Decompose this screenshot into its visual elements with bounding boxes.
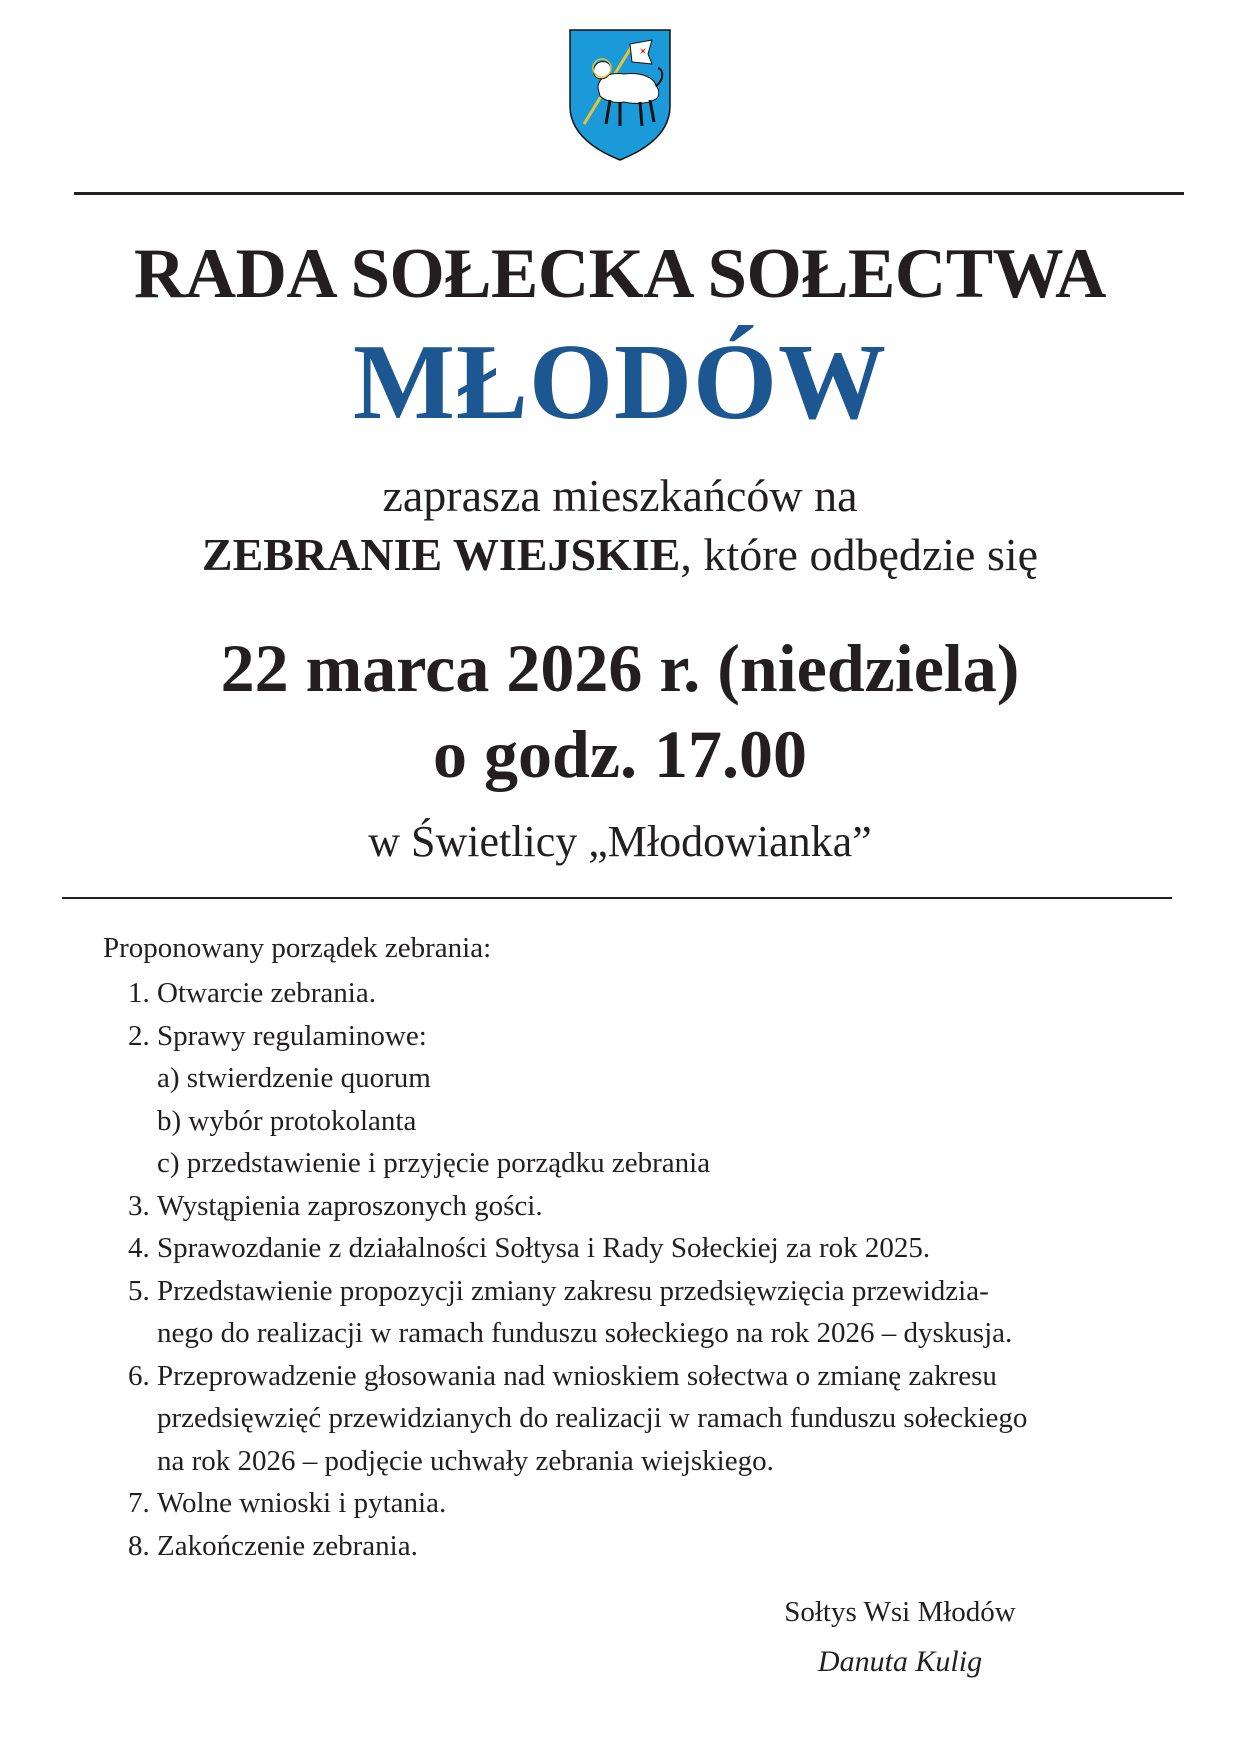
invitation-line1: zaprasza mieszkańców na <box>382 470 858 521</box>
signature-name: Danuta Kulig <box>817 1645 983 1678</box>
signature-role: Sołtys Wsi Młodów <box>784 1596 1016 1628</box>
agenda-item-continuation <box>128 1397 1138 1440</box>
agenda-item <box>128 1185 1138 1228</box>
agenda-subitem <box>128 1142 1138 1185</box>
heading-village: MŁODÓW <box>353 323 887 442</box>
agenda-subitem <box>128 1100 1138 1143</box>
agenda-item-number: 8. <box>128 1529 150 1562</box>
agenda-item-text: Otwarcie zebrania. <box>157 977 376 1009</box>
heading-council: RADA SOŁECKA SOŁECTWA <box>134 235 1106 313</box>
meeting-type: ZEBRANIE WIEJSKIE <box>201 529 681 580</box>
meeting-time: o godz. 17.00 <box>433 716 807 792</box>
agenda-item-continuation <box>128 1440 1138 1483</box>
agenda-item-number: 7. <box>128 1487 150 1519</box>
agenda-item-continuation-text: nego do realizacji w ramach funduszu sołeckiego na rok 2026 – dyskusja. <box>157 1317 1013 1349</box>
agenda-item-text: Sprawozdanie z działalności Sołtysa i Rady Sołeckiej za rok 2025. <box>157 1232 931 1264</box>
agenda-item-text: Sprawy regulaminowe: <box>157 1019 427 1052</box>
agenda-item <box>128 1227 1138 1270</box>
agenda-list <box>128 972 1138 1567</box>
agenda-item-number: 4. <box>128 1232 150 1264</box>
agenda-item <box>128 1525 1138 1568</box>
agenda-title: Proponowany porządek zebrania: <box>103 932 492 964</box>
agenda-item-text: Przeprowadzenie głosowania nad wnioskiem sołectwa o zmianę zakresu <box>157 1359 997 1392</box>
agenda-item-number: 5. <box>128 1274 150 1307</box>
agenda-subitem-text: a) stwierdzenie quorum <box>157 1062 431 1094</box>
agenda-item-text: Zakończenie zebrania. <box>157 1529 418 1562</box>
meeting-place: w Świetlicy „Młodowianka” <box>368 817 872 866</box>
invitation-line2-rest: , które odbędzie się <box>680 529 1039 580</box>
agenda-subitem <box>128 1057 1138 1100</box>
agenda-item <box>128 1482 1138 1525</box>
agenda-item <box>128 972 1138 1015</box>
meeting-date: 22 marca 2026 r. (niedziela) <box>220 630 1020 706</box>
agenda-item-number: 1. <box>128 977 150 1009</box>
invitation-line2 <box>0 527 1240 583</box>
agenda-item-continuation-text: na rok 2026 – podjęcie uchwały zebrania wiejskiego. <box>157 1444 774 1477</box>
agenda-item <box>128 1355 1138 1398</box>
agenda-item <box>128 1270 1138 1313</box>
agenda-item-continuation <box>128 1312 1138 1355</box>
agenda-item-continuation-text: przedsięwzięć przewidzianych do realizacji w ramach funduszu sołeckiego <box>157 1402 1028 1434</box>
agenda-item-text: Wolne wnioski i pytania. <box>157 1487 447 1519</box>
agenda-item-number: 3. <box>128 1189 150 1222</box>
agenda-subitem-text: b) wybór protokolanta <box>157 1104 417 1137</box>
agenda-item-number: 2. <box>128 1019 150 1052</box>
coat-of-arms-icon <box>568 28 672 162</box>
agenda-item-text: Wystąpienia zaproszonych gości. <box>157 1189 543 1222</box>
agenda-item <box>128 1015 1138 1058</box>
agenda-subitem-text: c) przedstawienie i przyjęcie porządku zebrania <box>157 1147 711 1179</box>
agenda-item-text: Przedstawienie propozycji zmiany zakresu przedsięwzięcia przewidzia- <box>157 1274 989 1307</box>
top-divider <box>74 192 1184 195</box>
middle-divider <box>62 897 1172 899</box>
agenda-item-number: 6. <box>128 1359 150 1392</box>
